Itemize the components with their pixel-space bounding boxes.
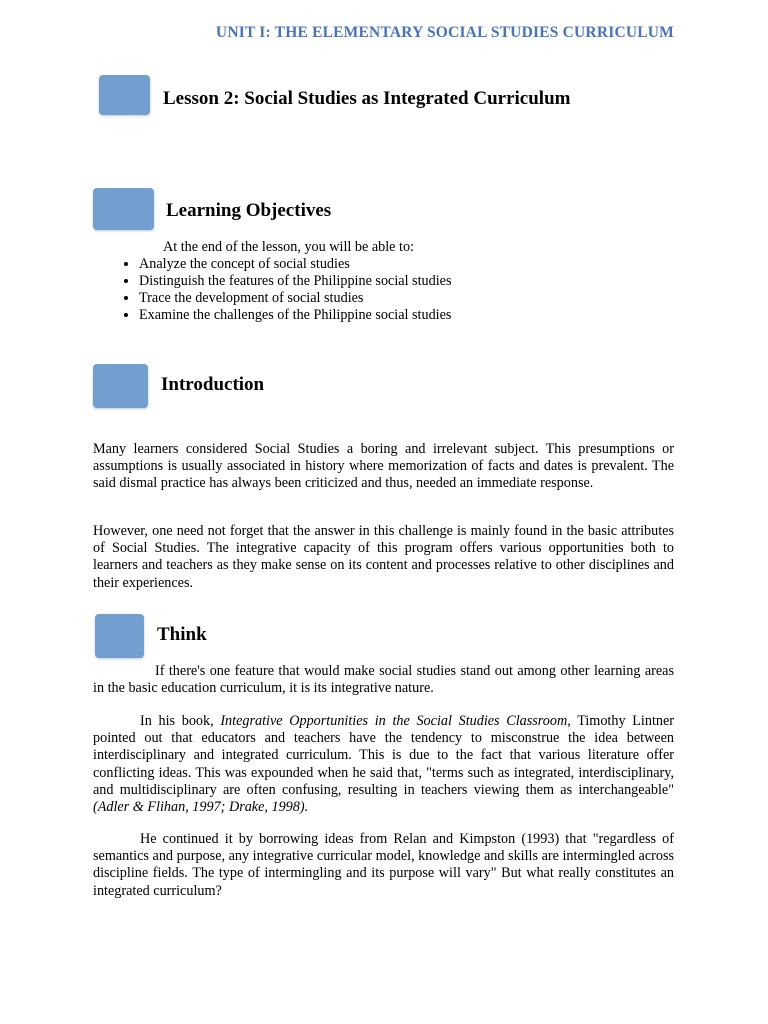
objectives-heading: Learning Objectives <box>166 200 332 221</box>
think-heading: Think <box>157 624 207 645</box>
lesson-square-icon <box>99 75 150 115</box>
book-title: Integrative Opportunities in the Social Studies Classroom <box>220 713 568 729</box>
think-paragraph-2 <box>93 713 674 816</box>
introduction-heading: Introduction <box>161 374 265 395</box>
think-p2-text-a: In his book, <box>140 713 221 729</box>
list-item: • Analyze the concept of social studies <box>139 256 451 273</box>
list-item: • Examine the challenges of the Philippine social studies <box>139 307 451 324</box>
objectives-square-icon <box>93 188 154 230</box>
unit-header: UNIT I: THE ELEMENTARY SOCIAL STUDIES CURRICULUM <box>215 24 674 41</box>
list-item: • Trace the development of social studies <box>139 290 451 307</box>
introduction-paragraph-1: Many learners considered Social Studies a boring and irrelevant subject. This presumptions or assumptions is usually associated in history where memorization of facts and dates is prevalent. The said dismal practice has always been criticized and thus, needed an immediate response. <box>93 441 674 492</box>
think-p2-text-b: , Timothy Lintner pointed out that educators and teachers have the tendency to misconstrue the idea between interdisciplinary and integrated curriculum. This is due to the fact that various literature offer conflicting ideas. This was expounded when he said that, "terms such as integrated, interdisciplinary, and multidisciplinary are often confusing, resulting in teachers viewing them as interchangeable" <box>93 713 675 798</box>
think-paragraph-3: He continued it by borrowing ideas from Relan and Kimpston (1993) that "regardless of semantics and purpose, any integrative curricular model, knowledge and skills are intermingled across discipline fields. The type of intermingling and its purpose will vary" But what really constitutes an integrated curriculum? <box>93 831 674 899</box>
objectives-list <box>93 256 451 324</box>
think-paragraph-1: If there's one feature that would make social studies stand out among other learning areas in the basic education curriculum, it is its integrative nature. <box>93 663 674 697</box>
lesson-title: Lesson 2: Social Studies as Integrated Curriculum <box>163 88 571 109</box>
citation: (Adler & Flihan, 1997; Drake, 1998). <box>93 799 309 816</box>
introduction-square-icon <box>93 364 148 408</box>
list-item: • Distinguish the features of the Philippine social studies <box>139 273 451 290</box>
objectives-intro: At the end of the lesson, you will be able to: <box>163 239 414 255</box>
introduction-paragraph-2: However, one need not forget that the answer in this challenge is mainly found in the basic attributes of Social Studies. The integrative capacity of this program offers various opportunities both to learners and teachers as they make sense on its content and processes relative to other disciplines and their experiences. <box>93 523 674 591</box>
think-square-icon <box>95 614 144 658</box>
